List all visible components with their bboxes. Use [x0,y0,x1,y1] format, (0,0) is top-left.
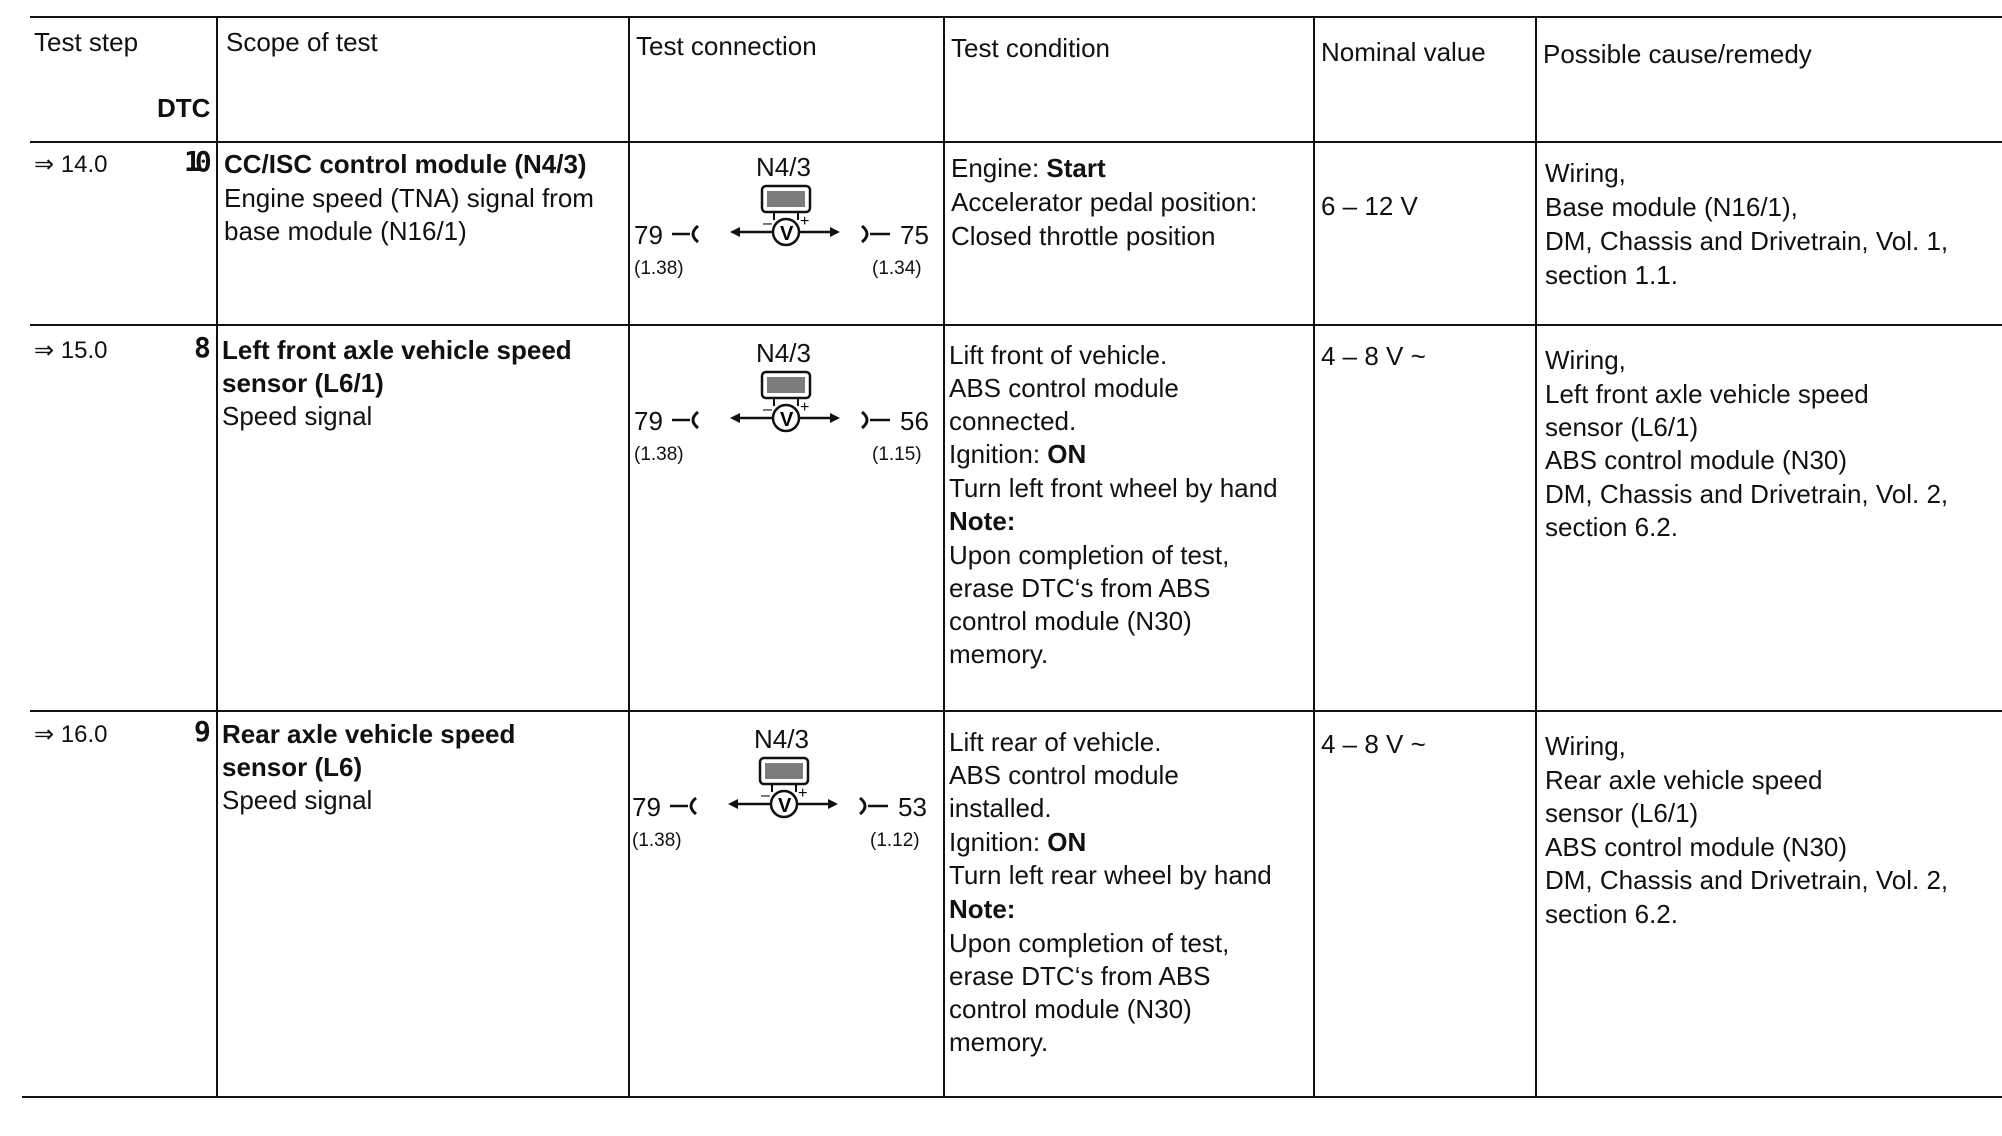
svg-text:+: + [800,213,810,230]
voltmeter-icon [632,722,932,892]
cause-line: DM, Chassis and Drivetrain, Vol. 2, [1545,865,1949,895]
test-condition-line: Turn left front wheel by hand [949,473,1278,503]
scope-line: Engine speed (TNA) signal from [224,183,594,213]
scope-line: base module (N16/1) [224,216,467,246]
svg-text:V: V [780,409,794,431]
cause-line: Rear axle vehicle speed [1545,765,1823,795]
module-label: N4/3 [756,338,811,368]
right-pin: 75 [900,220,929,250]
row-divider [30,324,2002,326]
cause-line: Left front axle vehicle speed [1545,379,1869,409]
cause-line: DM, Chassis and Drivetrain, Vol. 2, [1545,479,1949,509]
dtc-code: 10 [184,145,206,178]
cause-line: Wiring, [1545,345,1626,375]
cause-line: sensor (L6/1) [1545,412,1699,442]
nominal-value: 6 – 12 V [1321,191,1418,221]
svg-text:V: V [780,223,794,245]
voltmeter-icon [634,150,934,320]
left-pin-ref: (1.38) [632,830,682,851]
header-scope: Scope of test [226,27,378,57]
right-pin-ref: (1.15) [872,444,922,465]
test-condition-line: connected. [949,406,1077,436]
test-condition-line: Lift front of vehicle. [949,340,1168,370]
scope-title: Left front axle vehicle speed [222,335,572,365]
row-divider [30,710,2002,712]
svg-text:+: + [800,399,810,416]
cause-line: section 1.1. [1545,260,1678,290]
test-condition-line: memory. [949,1027,1049,1057]
module-label: N4/3 [754,724,809,754]
test-condition-line: control module (N30) [949,994,1192,1024]
test-condition-line: memory. [949,639,1049,669]
cause-line: section 6.2. [1545,512,1678,542]
table-top-rule [30,16,2002,18]
right-pin-ref: (1.12) [870,830,920,851]
scope-line: Speed signal [222,401,373,431]
test-condition-line: ABS control module [949,760,1179,790]
cause-line: DM, Chassis and Drivetrain, Vol. 1, [1545,226,1949,256]
test-step-number: ⇒ 14.0 [34,151,108,178]
test-connection-diagram [632,722,932,892]
scope-line: Speed signal [222,785,373,815]
voltmeter-icon [634,336,934,506]
nominal-value: 4 – 8 V ~ [1321,729,1426,759]
test-connection-diagram [634,150,934,320]
header-dtc: DTC [157,93,211,123]
test-condition-line: Closed throttle position [951,221,1216,251]
note-label: Note: [949,894,1016,924]
test-condition-line: Accelerator pedal position: [951,187,1258,217]
left-pin: 79 [634,220,663,250]
nominal-value: 4 – 8 V ~ [1321,341,1426,371]
cause-line: Base module (N16/1), [1545,192,1798,222]
scope-title: sensor (L6/1) [222,368,384,398]
dtc-code: 9 [194,715,211,748]
header-condition: Test condition [951,33,1110,63]
test-condition-line: Lift rear of vehicle. [949,727,1162,757]
test-condition-line: Ignition: ON [949,827,1087,857]
table-bottom-rule [22,1096,2002,1098]
col-divider [216,16,218,1096]
test-connection-diagram [634,336,934,506]
header-connection: Test connection [636,31,817,61]
dtc-code: 8 [194,331,211,364]
left-pin-ref: (1.38) [634,258,684,279]
svg-text:–: – [763,215,772,232]
test-condition-line: erase DTC‘s from ABS [949,573,1211,603]
svg-text:V: V [778,795,792,817]
cause-line: Wiring, [1545,158,1626,188]
cause-line: ABS control module (N30) [1545,832,1848,862]
test-condition-line: Upon completion of test, [949,928,1230,958]
scope-title: sensor (L6) [222,752,363,782]
test-condition-line: Engine: Start [951,153,1106,183]
header-test-step: Test step [34,27,139,57]
left-pin: 79 [632,792,661,822]
left-pin-ref: (1.38) [634,444,684,465]
test-condition-line: ABS control module [949,373,1179,403]
note-label: Note: [949,506,1016,536]
module-label: N4/3 [756,152,811,182]
cause-line: Wiring, [1545,731,1626,761]
header-cause: Possible cause/remedy [1543,39,1812,69]
col-divider [628,16,630,1096]
col-divider [1535,16,1537,1096]
test-step-number: ⇒ 16.0 [34,721,108,748]
right-pin-ref: (1.34) [872,258,922,279]
test-step-number: ⇒ 15.0 [34,337,108,364]
test-condition-line: installed. [949,793,1052,823]
right-pin: 53 [898,792,927,822]
scope-title: CC/ISC control module (N4/3) [224,149,587,179]
svg-text:–: – [761,787,770,804]
header-nominal: Nominal value [1321,37,1486,67]
test-condition-line: erase DTC‘s from ABS [949,961,1211,991]
test-condition-line: Ignition: ON [949,439,1087,469]
left-pin: 79 [634,406,663,436]
cause-line: sensor (L6/1) [1545,798,1699,828]
test-condition-line: control module (N30) [949,606,1192,636]
svg-text:–: – [763,401,772,418]
cause-line: section 6.2. [1545,899,1678,929]
scope-title: Rear axle vehicle speed [222,719,516,749]
header-bottom-rule [30,141,2002,143]
test-condition-line: Turn left rear wheel by hand [949,860,1272,890]
svg-text:+: + [798,785,808,802]
cause-line: ABS control module (N30) [1545,445,1848,475]
right-pin: 56 [900,406,929,436]
test-condition-line: Upon completion of test, [949,540,1230,570]
col-divider [1313,16,1315,1096]
col-divider [943,16,945,1096]
